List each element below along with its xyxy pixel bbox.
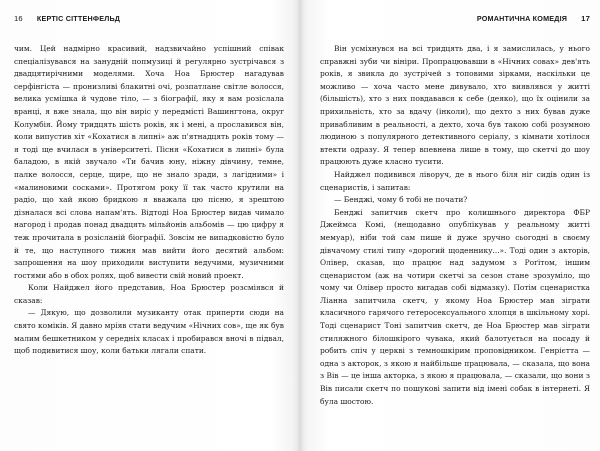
paragraph: — Дякую, що дозволили музиканту отак приперти сюди на свято коміків. Я давно мріяв стати ведучим «Нічних сов», ще як був малим бешкетником у середніх класах і пробирався вночі в підвал, щоб подивитися шоу, коли батьки лягали спати. [14, 308, 284, 356]
right-page-header [320, 14, 590, 24]
paragraph: чим. Цей надмірно красивий, надзвичайно успішний співак спеціалізувався на занудній попмузиці й регулярно зустрічався з двадцятирічними моделями. Хоча Ноа Брюстер нагадував серфінгіста — пронизливі блакитні очі, розпатлане світле волосся, велика усмішка й чудове тіло, — з біографії, яку я вам розіслала вранці, я вже знала, що він виріс у передмісті Вашингтона, округ Колумбія. Йому тридцять шість років, як і мені, а прославився він, коли випустив хіт «Кохатися в липні» аж п'ятнадцять років тому — я тоді ще вчилася в університеті. Пісня «Кохатися в липні» була баладою, в якій звучало «Ти бачив юну, ніжну дівчину, темне, палке волосся, серце, щире, що не знало зради, з лагідними» і «малиновими сосками». Протягом року її так часто крутили на радіо, що хай якою бридкою я вважала цю пісню, я зрештою дізналася всі слова напам'ять. Відтоді Ноа Брюстер видав чимало нагород і продав понад двадцять мільйонів альбомів — цю цифру я теж прочитала в розісланій біографії. Зовсім не випадковістю було й те, що наступного тижня мав вийти його десятий альбом: запрошення на шоу приходили виступити ведучими, музичними гостями або в обох ролях, щоб вивести свій новий проект. [14, 44, 284, 280]
paragraph: Бенджі запитчив скетч про колишнього директора ФБР Джеймса Комі, (нещодавно опублікував у реальному житті мемуар), ніби той сам пише й дуже зручно сьогодні в своєму дівчачому стилі типу «дорогий щоденнику...». Тоді один з акторів, Олівер, сказав, що працює над задумом з Роґітом, іншим сценаристом (аж на чотири скетчі за сезон стане зрозуміло, що чому чи Олівер просто вигадав собі відмазку). Потім сценаристка Ліанна запитчила скетч, у якому Ноа Брюстер мав зіграти класичного гарячого гетеросексуального хлопця в шкільному хорі. Тоді сценарист Тоні запитчив скетч, де Ноа Брюстер мав зіграти стиляжного білошкірого чувака, який балотується на посаду й робить спіч у церкві з темношкірим проповідником. Генрієтта — одна з акторок, з якою я найбільше працювала, — сказала, що вона з Вів — це інша акторка, з якою я працювала, — сказали, що вони з Вів писали скетч по пошукові запити від імені собак в інтернеті. Я була шостою. [320, 207, 590, 406]
left-page-header [14, 14, 284, 24]
paragraph: Він усміхнувся на всі тридцять два, і я замислилась, у нього справжні зуби чи вініри. Пропрацювавши в «Нічних совах» дев'ять років, я звикла до зустрічей з топовими зірками, наскільки це можливо — хоча часто мене дивувало, хто виявлявся у житті (більшість), хто з них повдавався к себе (деяко), що їх оцінили за прихильність, хто за вдачу (інколи), що дехто з них бував дуже привабливим в реальності, а дехто, хоча був такою собі розумною людиною з популярного детективного серіалу, з кімнати хотілося втекти одразу. Я тепер впевнена лише в тому, що скетчі до шоу працюють дуже класно тусити. [320, 44, 590, 167]
left-page [14, 14, 284, 444]
running-head-author: КЕРТІС СІТТЕНФЕЛЬД [36, 14, 121, 23]
paragraph: Найджел подивився ліворуч, де в нього біля ніг сидів один із сценаристів, і запитав: [320, 169, 590, 192]
page-number-right: 17 [581, 14, 590, 23]
right-page [320, 14, 590, 444]
paragraph: — Бенджі, чому б тобі не почати? [334, 195, 468, 205]
paragraph: Коли Найджел його представив, Ноа Брюстер розсміявся й сказав: [14, 283, 284, 305]
gutter-shadow [292, 0, 308, 451]
page-number-left: 16 [14, 14, 23, 23]
left-page-body [14, 43, 284, 358]
running-head-title: РОМАНТИЧНА КОМЕДІЯ [476, 14, 568, 23]
right-page-body [320, 43, 590, 408]
